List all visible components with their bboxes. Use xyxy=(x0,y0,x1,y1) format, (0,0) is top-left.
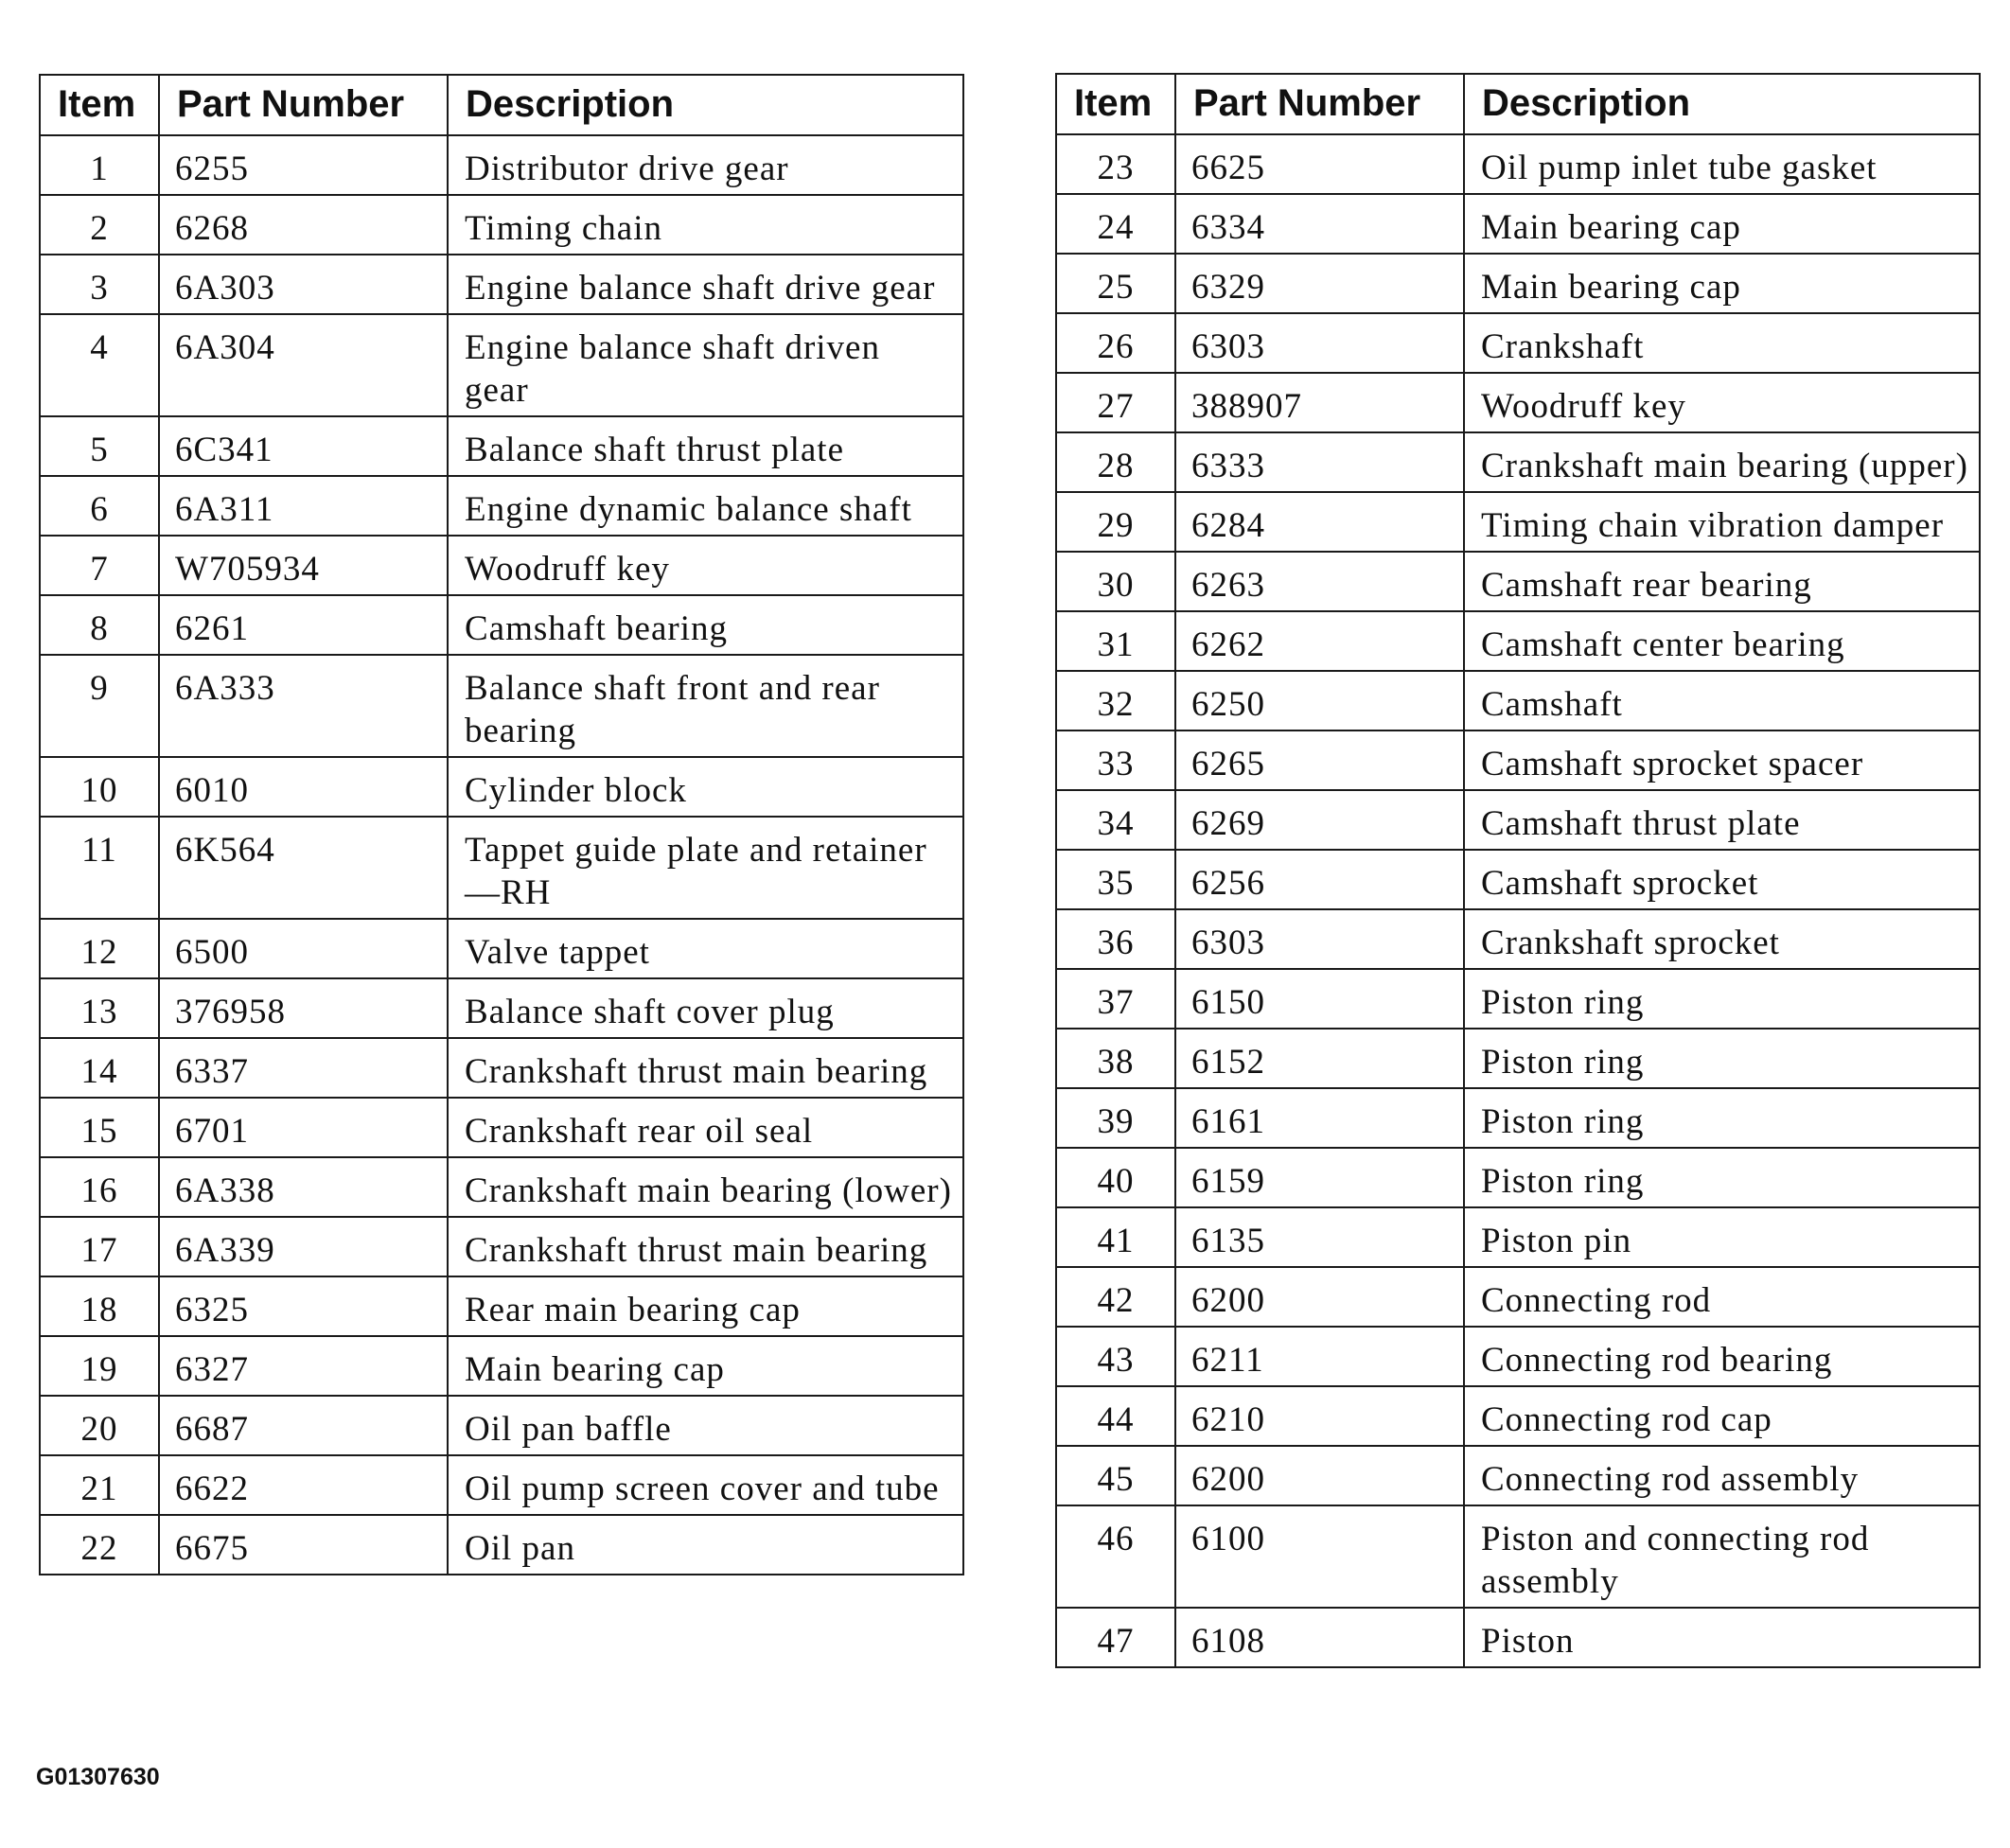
table-row xyxy=(1056,194,1980,254)
part-number-cell: 6687 xyxy=(159,1396,448,1455)
table-row xyxy=(1056,432,1980,492)
table-row xyxy=(40,1455,963,1515)
description-cell: Main bearing cap xyxy=(1464,254,1980,313)
description-cell: Crankshaft xyxy=(1464,313,1980,373)
part-number-cell: 6269 xyxy=(1175,790,1464,850)
part-number-cell: 6210 xyxy=(1175,1386,1464,1446)
part-number-cell: 6701 xyxy=(159,1098,448,1157)
part-number-cell: 6268 xyxy=(159,195,448,255)
item-cell: 17 xyxy=(40,1217,159,1276)
part-number-cell: 6161 xyxy=(1175,1088,1464,1148)
description-cell: Crankshaft sprocket xyxy=(1464,909,1980,969)
item-cell: 23 xyxy=(1056,134,1175,194)
description-cell: Connecting rod bearing xyxy=(1464,1327,1980,1386)
description-cell: Engine balance shaft drive gear xyxy=(448,255,963,314)
description-cell: Crankshaft thrust main bearing xyxy=(448,1038,963,1098)
table-row xyxy=(40,1396,963,1455)
description-cell: Piston pin xyxy=(1464,1207,1980,1267)
part-number-cell: 6325 xyxy=(159,1276,448,1336)
description-cell: Cylinder block xyxy=(448,757,963,817)
part-number-cell: 6265 xyxy=(1175,730,1464,790)
part-number-cell: 376958 xyxy=(159,978,448,1038)
item-cell: 46 xyxy=(1056,1505,1175,1608)
item-cell: 26 xyxy=(1056,313,1175,373)
item-cell: 38 xyxy=(1056,1029,1175,1088)
part-number-cell: 6150 xyxy=(1175,969,1464,1029)
table-row xyxy=(1056,1207,1980,1267)
description-cell: Piston ring xyxy=(1464,1088,1980,1148)
table-row xyxy=(40,757,963,817)
header-item: Item xyxy=(1056,74,1175,134)
description-cell: Tappet guide plate and retainer —RH xyxy=(448,817,963,919)
part-number-cell: 6108 xyxy=(1175,1608,1464,1667)
item-cell: 29 xyxy=(1056,492,1175,552)
table-row xyxy=(40,1038,963,1098)
item-cell: 12 xyxy=(40,919,159,978)
description-cell: Valve tappet xyxy=(448,919,963,978)
item-cell: 11 xyxy=(40,817,159,919)
table-row xyxy=(1056,969,1980,1029)
part-number-cell: 6A304 xyxy=(159,314,448,416)
part-number-cell: 6A333 xyxy=(159,655,448,757)
item-cell: 37 xyxy=(1056,969,1175,1029)
part-number-cell: 6622 xyxy=(159,1455,448,1515)
item-cell: 10 xyxy=(40,757,159,817)
table-row xyxy=(1056,1148,1980,1207)
part-number-cell: 6135 xyxy=(1175,1207,1464,1267)
table-row xyxy=(1056,730,1980,790)
table-row xyxy=(40,314,963,416)
table-row xyxy=(40,978,963,1038)
item-cell: 42 xyxy=(1056,1267,1175,1327)
item-cell: 20 xyxy=(40,1396,159,1455)
part-number-cell: 6263 xyxy=(1175,552,1464,611)
item-cell: 4 xyxy=(40,314,159,416)
description-cell: Woodruff key xyxy=(448,536,963,595)
parts-table-right xyxy=(1055,73,1981,1668)
description-cell: Connecting rod assembly xyxy=(1464,1446,1980,1505)
description-cell: Piston ring xyxy=(1464,969,1980,1029)
item-cell: 9 xyxy=(40,655,159,757)
item-cell: 41 xyxy=(1056,1207,1175,1267)
item-cell: 44 xyxy=(1056,1386,1175,1446)
item-cell: 27 xyxy=(1056,373,1175,432)
item-cell: 13 xyxy=(40,978,159,1038)
item-cell: 40 xyxy=(1056,1148,1175,1207)
item-cell: 33 xyxy=(1056,730,1175,790)
description-cell: Camshaft rear bearing xyxy=(1464,552,1980,611)
part-number-cell: 6303 xyxy=(1175,909,1464,969)
description-cell: Balance shaft front and rear bearing xyxy=(448,655,963,757)
description-cell: Connecting rod cap xyxy=(1464,1386,1980,1446)
part-number-cell: 6262 xyxy=(1175,611,1464,671)
table-row xyxy=(1056,1267,1980,1327)
description-cell: Camshaft sprocket spacer xyxy=(1464,730,1980,790)
part-number-cell: 6337 xyxy=(159,1038,448,1098)
table-body-right xyxy=(1056,134,1980,1667)
description-cell: Oil pan baffle xyxy=(448,1396,963,1455)
item-cell: 35 xyxy=(1056,850,1175,909)
part-number-cell: 6327 xyxy=(159,1336,448,1396)
item-cell: 47 xyxy=(1056,1608,1175,1667)
description-cell: Rear main bearing cap xyxy=(448,1276,963,1336)
description-cell: Camshaft center bearing xyxy=(1464,611,1980,671)
item-cell: 32 xyxy=(1056,671,1175,730)
table-row xyxy=(40,1336,963,1396)
item-cell: 2 xyxy=(40,195,159,255)
table-row xyxy=(40,817,963,919)
table-row xyxy=(40,1515,963,1575)
part-number-cell: 6100 xyxy=(1175,1505,1464,1608)
description-cell: Main bearing cap xyxy=(1464,194,1980,254)
part-number-cell: 6C341 xyxy=(159,416,448,476)
part-number-cell: 6625 xyxy=(1175,134,1464,194)
table-row xyxy=(1056,492,1980,552)
item-cell: 45 xyxy=(1056,1446,1175,1505)
part-number-cell: 6200 xyxy=(1175,1267,1464,1327)
table-row xyxy=(1056,313,1980,373)
item-cell: 36 xyxy=(1056,909,1175,969)
header-row xyxy=(40,75,963,135)
item-cell: 19 xyxy=(40,1336,159,1396)
table-row xyxy=(1056,611,1980,671)
part-number-cell: 6010 xyxy=(159,757,448,817)
table-row xyxy=(40,1157,963,1217)
table-row xyxy=(40,255,963,314)
item-cell: 5 xyxy=(40,416,159,476)
description-cell: Crankshaft main bearing (lower) xyxy=(448,1157,963,1217)
table-row xyxy=(40,1217,963,1276)
part-number-cell: 6159 xyxy=(1175,1148,1464,1207)
table-row xyxy=(40,195,963,255)
header-item: Item xyxy=(40,75,159,135)
table-row xyxy=(1056,1386,1980,1446)
figure-id-label: G01307630 xyxy=(36,1764,160,1790)
table-row xyxy=(40,1098,963,1157)
item-cell: 7 xyxy=(40,536,159,595)
item-cell: 25 xyxy=(1056,254,1175,313)
description-cell: Oil pan xyxy=(448,1515,963,1575)
item-cell: 24 xyxy=(1056,194,1175,254)
part-number-cell: 6675 xyxy=(159,1515,448,1575)
table-row xyxy=(40,476,963,536)
description-cell: Oil pump screen cover and tube xyxy=(448,1455,963,1515)
item-cell: 14 xyxy=(40,1038,159,1098)
item-cell: 15 xyxy=(40,1098,159,1157)
table-row xyxy=(1056,373,1980,432)
description-cell: Main bearing cap xyxy=(448,1336,963,1396)
item-cell: 34 xyxy=(1056,790,1175,850)
table-row xyxy=(40,655,963,757)
part-number-cell: 6A339 xyxy=(159,1217,448,1276)
table-row xyxy=(1056,134,1980,194)
item-cell: 3 xyxy=(40,255,159,314)
part-number-cell: 6200 xyxy=(1175,1446,1464,1505)
item-cell: 18 xyxy=(40,1276,159,1336)
item-cell: 22 xyxy=(40,1515,159,1575)
description-cell: Crankshaft thrust main bearing xyxy=(448,1217,963,1276)
header-description: Description xyxy=(448,75,963,135)
description-cell: Oil pump inlet tube gasket xyxy=(1464,134,1980,194)
part-number-cell: 6334 xyxy=(1175,194,1464,254)
description-cell: Camshaft bearing xyxy=(448,595,963,655)
item-cell: 43 xyxy=(1056,1327,1175,1386)
item-cell: 39 xyxy=(1056,1088,1175,1148)
description-cell: Camshaft xyxy=(1464,671,1980,730)
item-cell: 8 xyxy=(40,595,159,655)
item-cell: 31 xyxy=(1056,611,1175,671)
item-cell: 30 xyxy=(1056,552,1175,611)
description-cell: Crankshaft main bearing (upper) xyxy=(1464,432,1980,492)
table-row xyxy=(1056,1029,1980,1088)
item-cell: 16 xyxy=(40,1157,159,1217)
part-number-cell: 6A303 xyxy=(159,255,448,314)
description-cell: Camshaft sprocket xyxy=(1464,850,1980,909)
description-cell: Woodruff key xyxy=(1464,373,1980,432)
item-cell: 21 xyxy=(40,1455,159,1515)
parts-table-left xyxy=(39,74,964,1575)
table-row xyxy=(40,919,963,978)
description-cell: Timing chain vibration damper xyxy=(1464,492,1980,552)
table-row xyxy=(1056,1327,1980,1386)
part-number-cell: 6152 xyxy=(1175,1029,1464,1088)
description-cell: Timing chain xyxy=(448,195,963,255)
part-number-cell: 6A338 xyxy=(159,1157,448,1217)
table-row xyxy=(1056,790,1980,850)
part-number-cell: W705934 xyxy=(159,536,448,595)
part-number-cell: 6A311 xyxy=(159,476,448,536)
table-row xyxy=(40,1276,963,1336)
header-row xyxy=(1056,74,1980,134)
description-cell: Piston xyxy=(1464,1608,1980,1667)
part-number-cell: 6303 xyxy=(1175,313,1464,373)
table-row xyxy=(1056,909,1980,969)
description-cell: Distributor drive gear xyxy=(448,135,963,195)
part-number-cell: 6500 xyxy=(159,919,448,978)
table-row xyxy=(1056,850,1980,909)
description-cell: Connecting rod xyxy=(1464,1267,1980,1327)
description-cell: Balance shaft cover plug xyxy=(448,978,963,1038)
part-number-cell: 6261 xyxy=(159,595,448,655)
table-row xyxy=(1056,671,1980,730)
header-part-number: Part Number xyxy=(1175,74,1464,134)
part-number-cell: 6284 xyxy=(1175,492,1464,552)
description-cell: Engine dynamic balance shaft xyxy=(448,476,963,536)
table-row xyxy=(1056,254,1980,313)
header-part-number: Part Number xyxy=(159,75,448,135)
table-body-left xyxy=(40,135,963,1575)
part-number-cell: 388907 xyxy=(1175,373,1464,432)
part-number-cell: 6250 xyxy=(1175,671,1464,730)
part-number-cell: 6255 xyxy=(159,135,448,195)
part-number-cell: 6329 xyxy=(1175,254,1464,313)
item-cell: 1 xyxy=(40,135,159,195)
table-row xyxy=(1056,552,1980,611)
description-cell: Engine balance shaft driven gear xyxy=(448,314,963,416)
part-number-cell: 6256 xyxy=(1175,850,1464,909)
table-row xyxy=(1056,1446,1980,1505)
table-row xyxy=(1056,1088,1980,1148)
description-cell: Piston ring xyxy=(1464,1029,1980,1088)
table-row xyxy=(40,416,963,476)
description-cell: Balance shaft thrust plate xyxy=(448,416,963,476)
description-cell: Piston and connecting rod assembly xyxy=(1464,1505,1980,1608)
table-row xyxy=(40,536,963,595)
part-number-cell: 6211 xyxy=(1175,1327,1464,1386)
table-row xyxy=(1056,1505,1980,1608)
header-description: Description xyxy=(1464,74,1980,134)
description-cell: Camshaft thrust plate xyxy=(1464,790,1980,850)
table-row xyxy=(40,595,963,655)
part-number-cell: 6333 xyxy=(1175,432,1464,492)
description-cell: Piston ring xyxy=(1464,1148,1980,1207)
table-row xyxy=(1056,1608,1980,1667)
description-cell: Crankshaft rear oil seal xyxy=(448,1098,963,1157)
table-row xyxy=(40,135,963,195)
part-number-cell: 6K564 xyxy=(159,817,448,919)
item-cell: 6 xyxy=(40,476,159,536)
item-cell: 28 xyxy=(1056,432,1175,492)
